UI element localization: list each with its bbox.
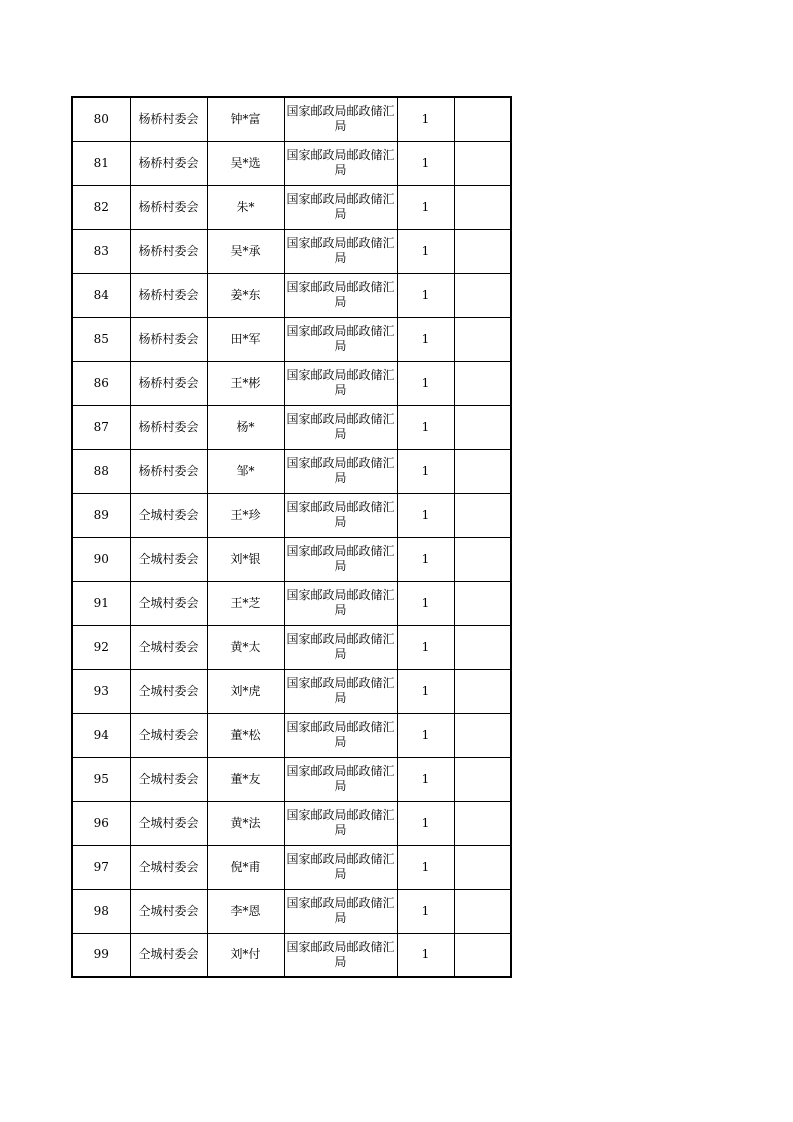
village-committee-cell: 仝城村委会 <box>130 757 207 801</box>
person-name-cell: 董*友 <box>207 757 284 801</box>
roster-table-body <box>72 97 511 977</box>
village-committee-cell: 杨桥村委会 <box>130 361 207 405</box>
person-name-cell: 钟*富 <box>207 97 284 141</box>
table-row <box>72 361 511 405</box>
note-cell <box>454 405 511 449</box>
count-cell: 1 <box>397 361 454 405</box>
row-number-cell: 90 <box>72 537 130 581</box>
bank-name-cell <box>284 229 397 273</box>
table-row <box>72 141 511 185</box>
bank-name-cell <box>284 405 397 449</box>
person-name-cell: 吴*选 <box>207 141 284 185</box>
note-cell <box>454 97 511 141</box>
table-row <box>72 449 511 493</box>
note-cell <box>454 625 511 669</box>
village-committee-cell: 仝城村委会 <box>130 625 207 669</box>
person-name-cell: 刘*付 <box>207 933 284 977</box>
village-committee-cell: 杨桥村委会 <box>130 317 207 361</box>
bank-name-cell <box>284 625 397 669</box>
person-name-cell: 李*恩 <box>207 889 284 933</box>
row-number-cell: 85 <box>72 317 130 361</box>
note-cell <box>454 933 511 977</box>
bank-name-text: 国家邮政局邮政储汇局 <box>286 764 395 793</box>
bank-name-text: 国家邮政局邮政储汇局 <box>286 808 395 837</box>
note-cell <box>454 317 511 361</box>
count-cell: 1 <box>397 493 454 537</box>
village-committee-cell: 杨桥村委会 <box>130 185 207 229</box>
table-row <box>72 933 511 977</box>
bank-name-cell <box>284 801 397 845</box>
note-cell <box>454 273 511 317</box>
count-cell: 1 <box>397 273 454 317</box>
village-committee-cell: 仝城村委会 <box>130 889 207 933</box>
bank-name-cell <box>284 537 397 581</box>
count-cell: 1 <box>397 317 454 361</box>
bank-name-text: 国家邮政局邮政储汇局 <box>286 324 395 353</box>
table-row <box>72 625 511 669</box>
table-row <box>72 757 511 801</box>
bank-name-cell <box>284 141 397 185</box>
row-number-cell: 88 <box>72 449 130 493</box>
row-number-cell: 83 <box>72 229 130 273</box>
table-row <box>72 713 511 757</box>
bank-name-text: 国家邮政局邮政储汇局 <box>286 280 395 309</box>
row-number-cell: 94 <box>72 713 130 757</box>
count-cell: 1 <box>397 97 454 141</box>
village-committee-cell: 仝城村委会 <box>130 537 207 581</box>
village-committee-cell: 杨桥村委会 <box>130 229 207 273</box>
table-row <box>72 801 511 845</box>
note-cell <box>454 361 511 405</box>
person-name-cell: 倪*甫 <box>207 845 284 889</box>
bank-name-text: 国家邮政局邮政储汇局 <box>286 676 395 705</box>
note-cell <box>454 185 511 229</box>
note-cell <box>454 669 511 713</box>
bank-name-cell <box>284 493 397 537</box>
note-cell <box>454 845 511 889</box>
village-committee-cell: 仝城村委会 <box>130 801 207 845</box>
village-committee-cell: 杨桥村委会 <box>130 273 207 317</box>
row-number-cell: 95 <box>72 757 130 801</box>
bank-name-text: 国家邮政局邮政储汇局 <box>286 588 395 617</box>
note-cell <box>454 581 511 625</box>
row-number-cell: 92 <box>72 625 130 669</box>
table-row <box>72 97 511 141</box>
table-row <box>72 405 511 449</box>
note-cell <box>454 229 511 273</box>
note-cell <box>454 449 511 493</box>
bank-name-text: 国家邮政局邮政储汇局 <box>286 104 395 134</box>
row-number-cell: 86 <box>72 361 130 405</box>
bank-name-text: 国家邮政局邮政储汇局 <box>286 412 395 441</box>
table-row <box>72 185 511 229</box>
table-row <box>72 537 511 581</box>
bank-name-text: 国家邮政局邮政储汇局 <box>286 456 395 485</box>
count-cell: 1 <box>397 757 454 801</box>
row-number-cell: 82 <box>72 185 130 229</box>
bank-name-cell <box>284 845 397 889</box>
row-number-cell: 89 <box>72 493 130 537</box>
bank-name-cell <box>284 581 397 625</box>
bank-name-text: 国家邮政局邮政储汇局 <box>286 368 395 397</box>
count-cell: 1 <box>397 185 454 229</box>
note-cell <box>454 141 511 185</box>
table-row <box>72 273 511 317</box>
bank-name-text: 国家邮政局邮政储汇局 <box>286 544 395 573</box>
village-committee-cell: 仝城村委会 <box>130 493 207 537</box>
person-name-cell: 杨* <box>207 405 284 449</box>
bank-name-cell <box>284 933 397 977</box>
village-committee-cell: 仝城村委会 <box>130 713 207 757</box>
person-name-cell: 刘*虎 <box>207 669 284 713</box>
person-name-cell: 姜*东 <box>207 273 284 317</box>
note-cell <box>454 889 511 933</box>
bank-name-text: 国家邮政局邮政储汇局 <box>286 896 395 925</box>
bank-name-cell <box>284 889 397 933</box>
note-cell <box>454 801 511 845</box>
bank-name-cell <box>284 713 397 757</box>
count-cell: 1 <box>397 801 454 845</box>
count-cell: 1 <box>397 449 454 493</box>
person-name-cell: 邹* <box>207 449 284 493</box>
village-committee-cell: 仝城村委会 <box>130 669 207 713</box>
count-cell: 1 <box>397 933 454 977</box>
bank-name-cell <box>284 757 397 801</box>
person-name-cell: 王*珍 <box>207 493 284 537</box>
bank-name-cell <box>284 185 397 229</box>
bank-name-text: 国家邮政局邮政储汇局 <box>286 500 395 529</box>
table-row <box>72 845 511 889</box>
note-cell <box>454 713 511 757</box>
bank-name-cell <box>284 97 397 141</box>
bank-name-text: 国家邮政局邮政储汇局 <box>286 148 395 177</box>
table-row <box>72 889 511 933</box>
village-committee-cell: 仝城村委会 <box>130 845 207 889</box>
person-name-cell: 董*松 <box>207 713 284 757</box>
person-name-cell: 吴*承 <box>207 229 284 273</box>
person-name-cell: 黄*太 <box>207 625 284 669</box>
table-row <box>72 493 511 537</box>
row-number-cell: 99 <box>72 933 130 977</box>
bank-name-text: 国家邮政局邮政储汇局 <box>286 632 395 661</box>
count-cell: 1 <box>397 669 454 713</box>
person-name-cell: 朱* <box>207 185 284 229</box>
village-committee-cell: 杨桥村委会 <box>130 449 207 493</box>
count-cell: 1 <box>397 625 454 669</box>
village-committee-cell: 仝城村委会 <box>130 581 207 625</box>
count-cell: 1 <box>397 713 454 757</box>
count-cell: 1 <box>397 845 454 889</box>
village-committee-cell: 杨桥村委会 <box>130 141 207 185</box>
person-name-cell: 王*彬 <box>207 361 284 405</box>
note-cell <box>454 493 511 537</box>
bank-name-cell <box>284 669 397 713</box>
row-number-cell: 87 <box>72 405 130 449</box>
village-committee-cell: 仝城村委会 <box>130 933 207 977</box>
person-name-cell: 刘*银 <box>207 537 284 581</box>
bank-name-text: 国家邮政局邮政储汇局 <box>286 192 395 221</box>
bank-name-cell <box>284 361 397 405</box>
bank-name-cell <box>284 449 397 493</box>
bank-name-text: 国家邮政局邮政储汇局 <box>286 852 395 881</box>
row-number-cell: 97 <box>72 845 130 889</box>
count-cell: 1 <box>397 405 454 449</box>
village-committee-cell: 杨桥村委会 <box>130 405 207 449</box>
table-row <box>72 669 511 713</box>
row-number-cell: 96 <box>72 801 130 845</box>
bank-name-text: 国家邮政局邮政储汇局 <box>286 939 395 969</box>
person-name-cell: 黄*法 <box>207 801 284 845</box>
note-cell <box>454 757 511 801</box>
row-number-cell: 80 <box>72 97 130 141</box>
village-committee-cell: 杨桥村委会 <box>130 97 207 141</box>
count-cell: 1 <box>397 889 454 933</box>
person-name-cell: 田*军 <box>207 317 284 361</box>
bank-name-cell <box>284 273 397 317</box>
bank-name-cell <box>284 317 397 361</box>
roster-table <box>71 96 512 978</box>
table-row <box>72 581 511 625</box>
count-cell: 1 <box>397 141 454 185</box>
person-name-cell: 王*芝 <box>207 581 284 625</box>
count-cell: 1 <box>397 537 454 581</box>
bank-name-text: 国家邮政局邮政储汇局 <box>286 720 395 749</box>
row-number-cell: 91 <box>72 581 130 625</box>
row-number-cell: 98 <box>72 889 130 933</box>
row-number-cell: 84 <box>72 273 130 317</box>
bank-name-text: 国家邮政局邮政储汇局 <box>286 236 395 265</box>
row-number-cell: 93 <box>72 669 130 713</box>
row-number-cell: 81 <box>72 141 130 185</box>
count-cell: 1 <box>397 229 454 273</box>
table-row <box>72 229 511 273</box>
count-cell: 1 <box>397 581 454 625</box>
note-cell <box>454 537 511 581</box>
table-row <box>72 317 511 361</box>
